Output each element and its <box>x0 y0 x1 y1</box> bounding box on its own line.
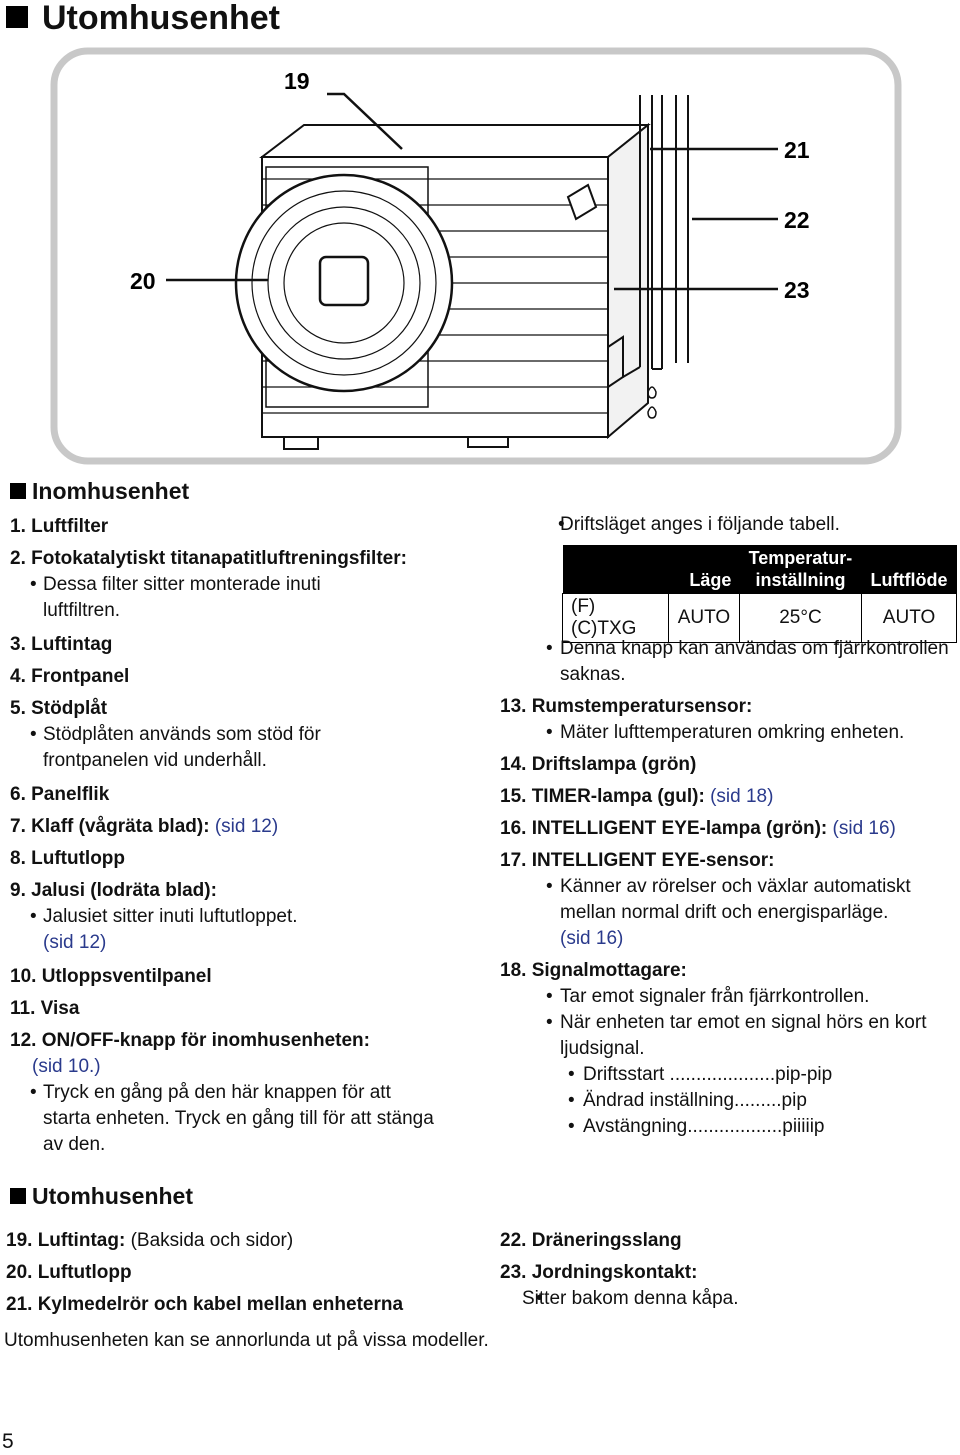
mode-table-cell: AUTO <box>862 594 957 643</box>
indoor-list-continued <box>538 512 958 538</box>
outdoor-list-right <box>500 1222 950 1312</box>
indoor-item-14: 14. Driftslampa (grön) <box>500 754 697 775</box>
outdoor-item-22: 22. Dräneringsslang <box>500 1230 682 1251</box>
outdoor-item-19: 19. Luftintag: (Baksida och sidor) <box>6 1230 294 1251</box>
bullet-square-icon <box>10 1188 26 1204</box>
callout-20: 20 <box>130 268 156 294</box>
indoor-item-12: 12. ON/OFF-knapp för inomhusenheten: <box>10 1030 370 1051</box>
indoor-item-16: 16. INTELLIGENT EYE-lampa (grön): (sid 16) <box>500 818 896 839</box>
outdoor-item-20: 20. Luftutlopp <box>6 1262 132 1283</box>
indoor-item-11: 11. Visa <box>10 998 80 1019</box>
mode-table-cell: 25°C <box>739 594 861 643</box>
indoor-item-18-bullet: • När enheten tar emot en signal hörs en kort ljudsignal. <box>538 1010 958 1062</box>
page-title: Utomhusenhet <box>6 0 280 36</box>
indoor-item-15: 15. TIMER-lampa (gul): (sid 18) <box>500 786 774 807</box>
bullet-square-icon <box>6 6 28 28</box>
mode-table-cell: (F)(C)TXG <box>563 594 669 643</box>
mode-intro-bullet: • Driftsläget anges i följande tabell. <box>538 512 958 538</box>
mode-table-header-cell <box>563 545 669 594</box>
indoor-item-17-bullet: • Känner av rörelser och växlar automatiskt mellan normal drift och energisparläge. (sid 16) <box>538 874 958 952</box>
page-ref-link[interactable]: (sid 18) <box>710 786 774 807</box>
indoor-item-10: 10. Utloppsventilpanel <box>10 966 212 987</box>
callout-21: 21 <box>784 137 810 163</box>
mode-table-header-cell: Läge <box>669 545 740 594</box>
indoor-item-9: 9. Jalusi (lodräta blad): <box>10 880 217 901</box>
indoor-item-17: 17. INTELLIGENT EYE-sensor: <box>500 850 775 871</box>
page-ref-link[interactable]: (sid 10.) <box>32 1056 101 1077</box>
signal-stop: • Avstängning..................piiiiip <box>538 1114 958 1140</box>
indoor-item-12-bullet: • Tryck en gång på den här knappen för att starta enheten. Tryck en gång till för att stänga av den. <box>10 1080 480 1158</box>
outdoor-unit-illustration <box>236 125 648 449</box>
mode-table-header-cell: Temperatur- inställning <box>739 545 861 594</box>
page-ref-link[interactable]: (sid 16) <box>560 928 624 949</box>
indoor-item-13-bullet: • Mäter lufttemperaturen omkring enheten. <box>538 720 958 746</box>
outdoor-unit-diagram <box>48 47 904 467</box>
indoor-item-3: 3. Luftintag <box>10 634 113 655</box>
callout-23: 23 <box>784 277 810 303</box>
outdoor-item-23-bullet: • Sitter bakom denna kåpa. <box>500 1286 950 1312</box>
indoor-item-5-bullet: • Stödplåten används som stöd för frontpanelen vid underhåll. <box>10 722 480 774</box>
remote-bullet: • Denna knapp kan användas om fjärrkontrollen saknas. <box>538 636 958 688</box>
indoor-item-5: 5. Stödplåt <box>10 698 108 719</box>
bullet-square-icon <box>10 483 26 499</box>
mode-table-header-cell: Luftflöde <box>862 545 957 594</box>
indoor-heading: Inomhusenhet <box>10 478 189 505</box>
indoor-item-2-bullet: • Dessa filter sitter monterade inuti luftfiltren. <box>10 572 480 624</box>
indoor-list-right <box>500 636 958 1140</box>
indoor-item-9-bullet: • Jalusiet sitter inuti luftutloppet. <box>10 904 480 930</box>
mode-table-header <box>563 545 957 594</box>
indoor-item-4: 4. Frontpanel <box>10 666 130 687</box>
indoor-item-6: 6. Panelflik <box>10 784 110 805</box>
callout-19: 19 <box>284 68 310 94</box>
outdoor-item-21: 21. Kylmedelrör och kabel mellan enheterna <box>6 1294 404 1315</box>
indoor-item-13: 13. Rumstemperatursensor: <box>500 696 753 717</box>
indoor-list <box>10 508 480 1158</box>
mode-table <box>562 545 957 643</box>
indoor-item-1: 1. Luftfilter <box>10 516 109 537</box>
outdoor-heading: Utomhusenhet <box>10 1183 193 1210</box>
page-ref-link[interactable]: (sid 12) <box>43 932 107 953</box>
signal-start: • Driftsstart ....................pip-pip <box>538 1062 958 1088</box>
indoor-item-18-bullet: • Tar emot signaler från fjärrkontrollen. <box>538 984 958 1010</box>
signal-change: • Ändrad inställning.........pip <box>538 1088 958 1114</box>
outdoor-note: Utomhusenheten kan se annorlunda ut på vissa modeller. <box>4 1330 489 1351</box>
indoor-item-2: 2. Fotokatalytiskt titanapatitluftreningsfilter: <box>10 548 407 569</box>
outdoor-item-23: 23. Jordningskontakt: <box>500 1262 698 1283</box>
indoor-item-7: 7. Klaff (vågräta blad): (sid 12) <box>10 816 279 837</box>
callout-22: 22 <box>784 207 810 233</box>
outdoor-list <box>6 1222 486 1318</box>
indoor-item-18: 18. Signalmottagare: <box>500 960 687 981</box>
mode-table-cell: AUTO <box>669 594 740 643</box>
page-number: 5 <box>2 1430 14 1453</box>
page-ref-link[interactable]: (sid 16) <box>832 818 896 839</box>
indoor-item-8: 8. Luftutlopp <box>10 848 126 869</box>
page-ref-link[interactable]: (sid 12) <box>214 816 279 837</box>
